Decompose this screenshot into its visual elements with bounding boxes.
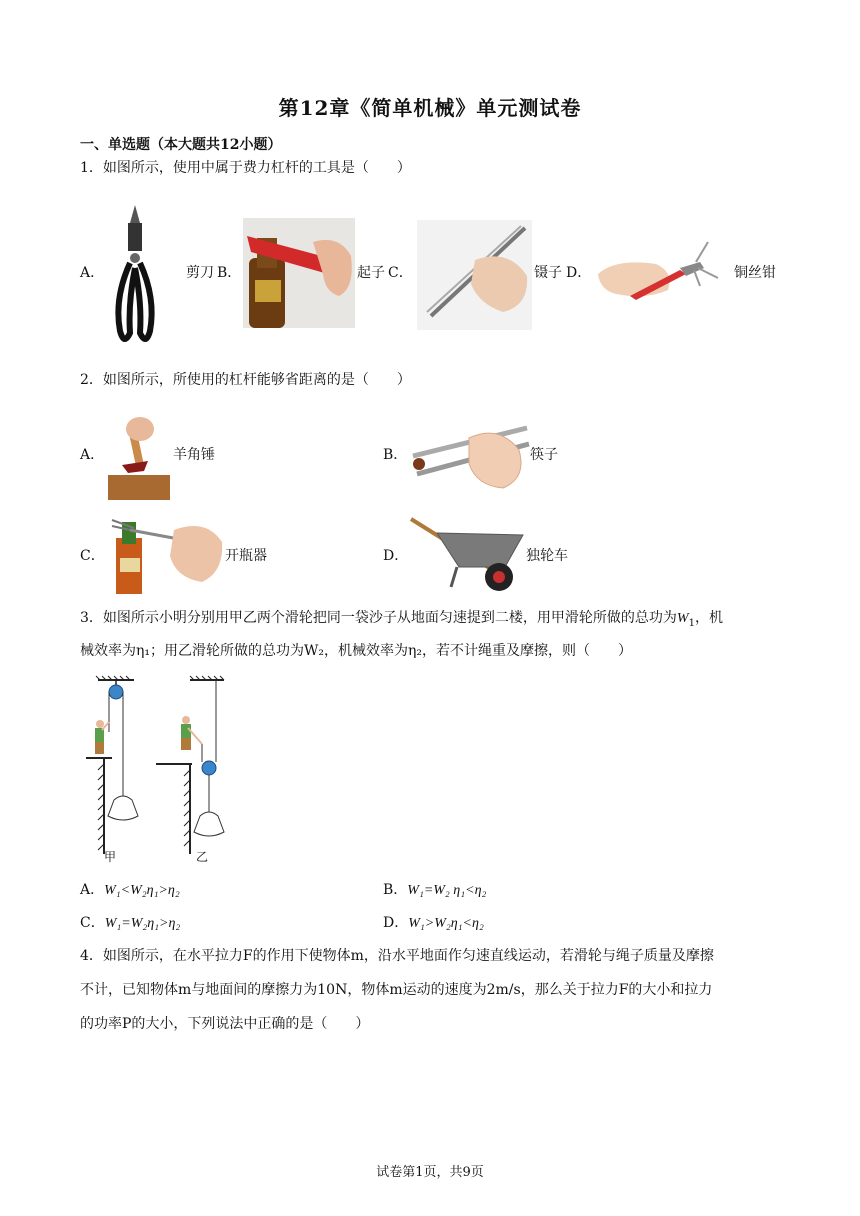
- q2-option-d-label: 独轮车: [526, 548, 568, 564]
- q1-option-d-letter: D．: [566, 265, 592, 281]
- q1-option-b-label: 起子: [357, 265, 385, 281]
- q3-option-c-letter: C．: [80, 915, 105, 931]
- q2-option-d-letter: D．: [383, 548, 409, 564]
- q2-option-c-label: 开瓶器: [225, 548, 267, 564]
- q3-line-1: [80, 608, 723, 634]
- page-footer: 试卷第1页，共9页: [376, 1165, 484, 1180]
- tweezers-image: [417, 220, 532, 330]
- q1-option-c-label: 镊子: [534, 265, 562, 281]
- bottle-opener-2-image: [110, 516, 224, 594]
- q3-option-b: [383, 881, 486, 900]
- q1-option-a-letter: A．: [80, 265, 105, 281]
- q3-option-c-text: W₁=W₂η₁>η₂: [104, 916, 181, 931]
- q3-line-1-var: W: [676, 611, 689, 626]
- q3-option-c: [80, 914, 180, 933]
- q2-option-c-letter: C．: [80, 548, 105, 564]
- q4-line-2: 不计，已知物体m与地面间的摩擦力为10N，物体m运动的速度为2m/s，那么关于拉力F的大小和拉力: [80, 982, 713, 998]
- q3-option-d-letter: D．: [383, 915, 409, 931]
- q3-option-a-text: W₁<W₂η₁>η₂: [104, 883, 180, 898]
- q1-option-c-letter: C．: [388, 265, 413, 281]
- q3-option-d: [383, 914, 484, 933]
- section-heading: 一、单选题（本大题共12小题）: [80, 137, 282, 153]
- q2-option-b-label: 筷子: [530, 447, 558, 463]
- q4-line-1: 4．如图所示，在水平拉力F的作用下使物体m，沿水平地面作匀速直线运动，若滑轮与绳子质量及摩擦: [80, 948, 714, 964]
- wire-cutter-image: [596, 238, 721, 308]
- scissors-image: [110, 203, 160, 348]
- q1-stem: 1．如图所示，使用中属于费力杠杆的工具是（ ）: [80, 160, 411, 176]
- q3-option-a-letter: A．: [80, 882, 105, 898]
- pulley-label-jia: 甲: [104, 850, 117, 864]
- page-title: 第12章《简单机械》单元测试卷: [278, 96, 582, 120]
- pulley-label-yi: 乙: [196, 850, 209, 864]
- wheelbarrow-image: [407, 515, 527, 595]
- q3-option-b-letter: B．: [383, 882, 408, 898]
- claw-hammer-image: [108, 407, 170, 500]
- q2-option-a-letter: A．: [80, 447, 105, 463]
- pulley-diagram: [82, 676, 242, 866]
- chopsticks-image: [407, 420, 529, 492]
- q1-option-d-label: 铜丝钳: [734, 265, 776, 281]
- q3-option-d-text: W₁>W₂η₁<η₂: [408, 916, 484, 931]
- q3-line-1-text: 3．如图所示小明分别用甲乙两个滑轮把同一袋沙子从地面匀速提到二楼，用甲滑轮所做的总功为: [80, 610, 677, 626]
- q2-option-b-letter: B．: [383, 447, 408, 463]
- q2-stem: 2．如图所示，所使用的杠杆能够省距离的是（ ）: [80, 372, 411, 388]
- q3-option-b-text: W₁=W₂ η₁<η₂: [407, 883, 487, 898]
- q3-option-a: [80, 881, 180, 900]
- bottle-opener-image: [243, 218, 355, 328]
- q2-option-a-label: 羊角锤: [173, 447, 215, 463]
- q1-option-b-letter: B．: [217, 265, 242, 281]
- q4-line-3: 的功率P的大小，下列说法中正确的是（ ）: [80, 1016, 370, 1032]
- q3-line-2: 械效率为η₁；用乙滑轮所做的总功为W₂，机械效率为η₂，若不计绳重及摩擦，则（ ）: [80, 643, 632, 659]
- q1-option-a-label: 剪刀: [186, 265, 214, 281]
- q3-line-1-end: ，机: [694, 610, 723, 626]
- q3-line-1-sub: 1: [688, 617, 695, 629]
